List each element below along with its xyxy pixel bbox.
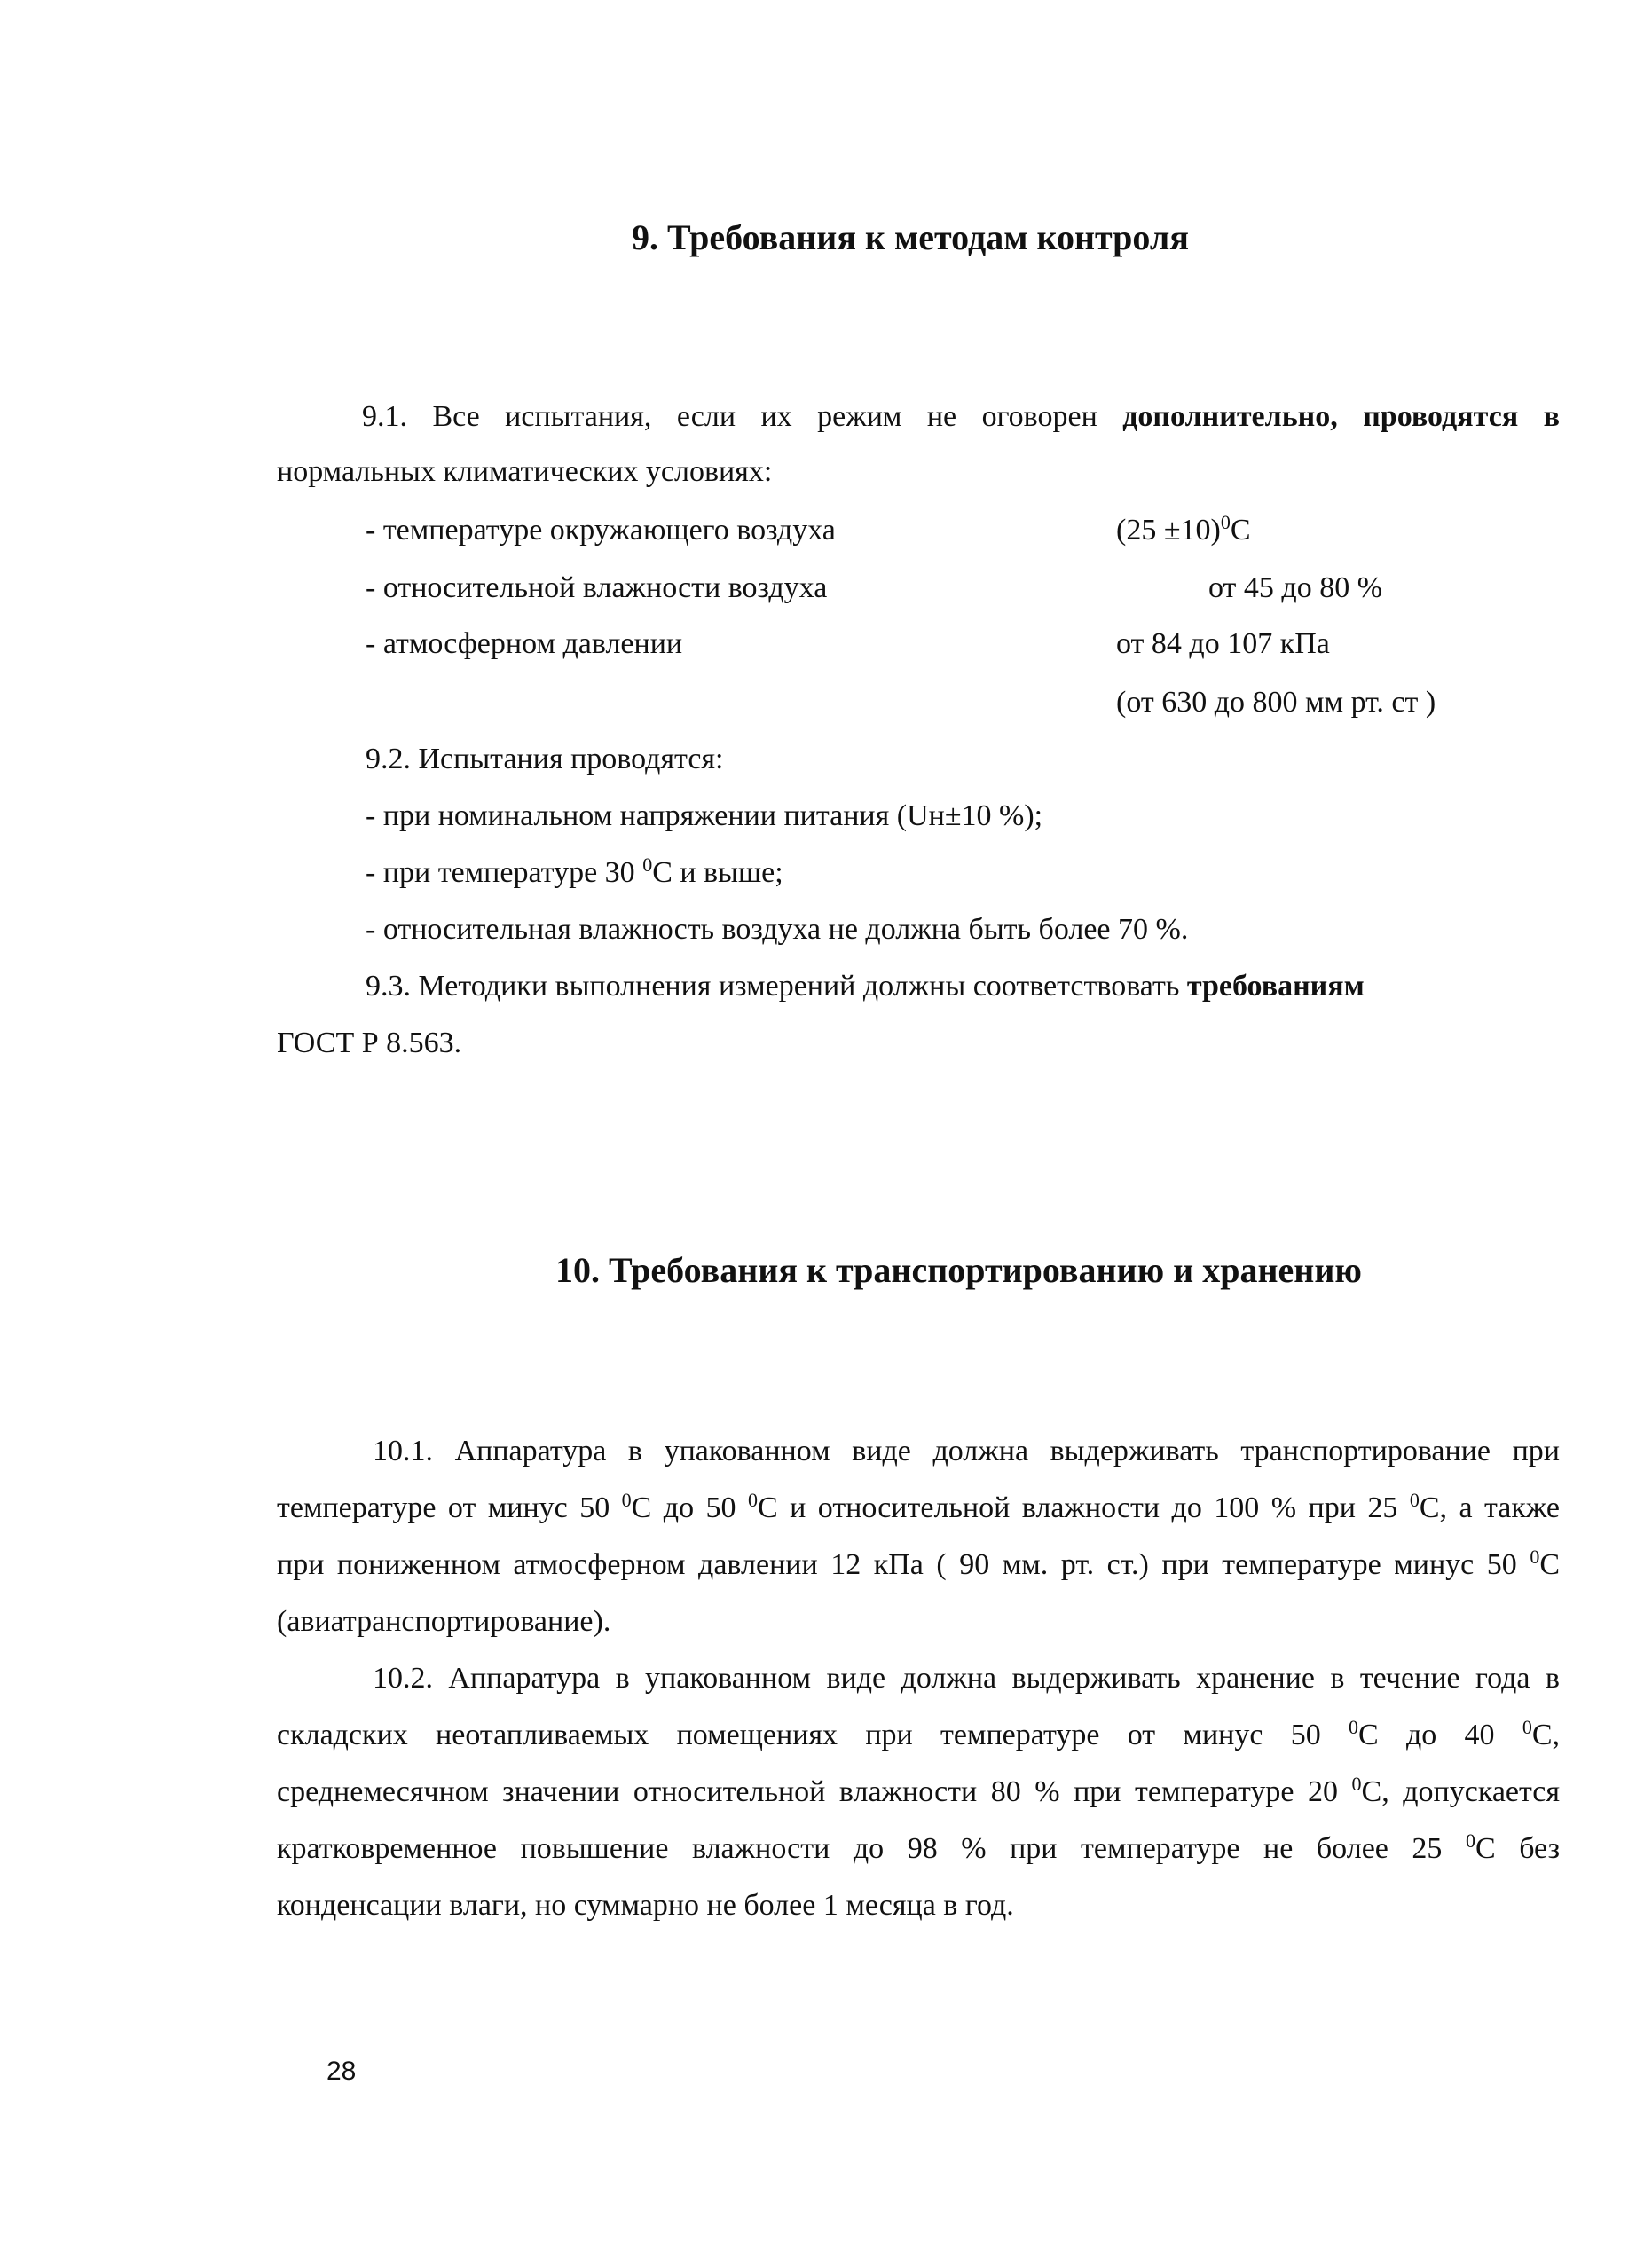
paragraph-10-1-line2: температуре от минус 50 $^0$С до 50 $^0$С и относительной влажности до 100 % при 25 $^0$С, а также — [277, 1489, 1561, 1524]
condition-temperature-label: - температуре окружающего воздуха — [366, 514, 836, 547]
section-10-title: 10. Требования к транспортированию и хранению — [555, 1250, 1362, 1290]
section-9-title: 9. Требования к методам контроля — [632, 217, 1189, 257]
paragraph-9-1-line1 — [362, 399, 1560, 435]
condition-pressure-label: - атмосферном давлении — [366, 627, 683, 660]
paragraph-9-3-line2: ГОСТ Р 8.563. — [277, 1027, 462, 1059]
paragraph-9-1-number: 9.1. — [362, 400, 407, 433]
paragraph-10-2-line4: кратковременное повышение влажности до 98 % при температуре не более 25 $^0$С без — [277, 1829, 1560, 1865]
paragraph-9-2-item-2: - при температуре 30 $^0$С и выше; — [366, 854, 783, 889]
paragraph-10-1-line4: (авиатранспортирование). — [277, 1605, 611, 1638]
condition-humidity-label: - относительной влажности воздуха — [366, 571, 828, 604]
paragraph-10-2-line2: складских неотапливаемых помещениях при температуре от минус 50 $^0$С до 40 $^0$С, — [277, 1716, 1560, 1751]
paragraph-10-1-line1: 10.1. Аппаратура в упакованном виде должна выдерживать транспортирование при — [373, 1435, 1560, 1467]
condition-temperature-value: $(25 \pm 10)^0C$ — [1116, 511, 1251, 547]
paragraph-10-2-line3: среднемесячном значении относительной влажности 80 % при температуре 20 $^0$С, допускается — [277, 1773, 1561, 1808]
paragraph-9-3-line1: 9.3. Методики выполнения измерений должны соответствовать требованиям — [366, 970, 1365, 1003]
paragraph-10-2-line1: 10.2. Аппаратура в упакованном виде должна выдерживать хранение в течение года в — [373, 1662, 1560, 1695]
paragraph-9-2-item-3: - относительная влажность воздуха не должна быть более 70 %. — [366, 913, 1189, 946]
paragraph-9-1-bold-text: дополнительно, проводятся в — [1122, 400, 1561, 433]
condition-pressure-value: от 84 до 107 кПа — [1116, 627, 1330, 660]
paragraph-9-2-item-1: - при номинальном напряжении питания (Uн±10 %); — [366, 799, 1043, 832]
paragraph-9-1-line2: нормальных климатических условиях: — [277, 455, 773, 488]
paragraph-9-1-text: Все испытания, если их режим не оговорен — [432, 400, 1097, 433]
condition-humidity-value: от 45 до 80 % — [1208, 571, 1383, 604]
paragraph-10-1-line3: при пониженном атмосферном давлении 12 кПа ( 90 мм. рт. ст.) при температуре минус 50 $^0$С — [277, 1546, 1560, 1581]
page-number: 28 — [326, 2057, 357, 2086]
condition-pressure-alt-value: (от 630 до 800 мм рт. ст ) — [1116, 686, 1436, 719]
paragraph-10-2-line5: конденсации влаги, но суммарно не более 1 месяца в год. — [277, 1889, 1014, 1922]
paragraph-9-2: 9.2. Испытания проводятся: — [366, 743, 724, 775]
